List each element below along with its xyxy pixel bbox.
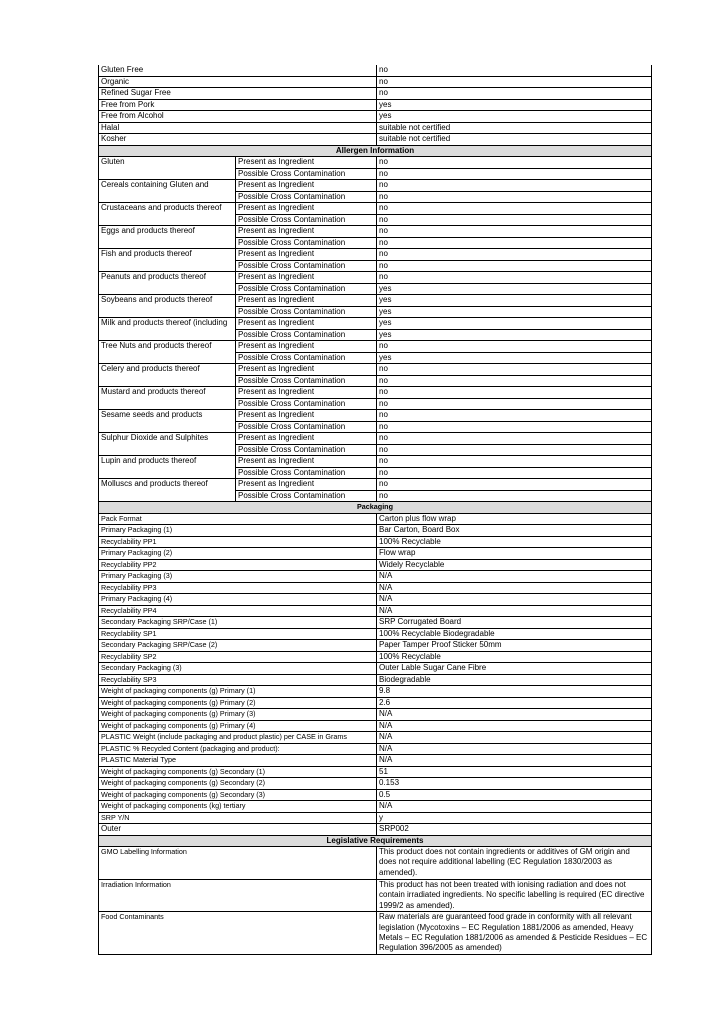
packaging-row bbox=[99, 548, 652, 560]
allergen-row bbox=[99, 226, 652, 238]
packaging-label: Weight of packaging components (g) Secondary (1) bbox=[99, 766, 377, 778]
allergen-name: Gluten bbox=[99, 157, 236, 180]
dietary-label: Free from Alcohol bbox=[99, 111, 377, 123]
legislative-label: GMO Labelling Information bbox=[99, 847, 377, 880]
packaging-row bbox=[99, 525, 652, 537]
present-as-ingredient-label: Present as Ingredient bbox=[236, 157, 377, 169]
packaging-value: 2.6 bbox=[377, 697, 652, 709]
allergen-name: Eggs and products thereof bbox=[99, 226, 236, 249]
allergen-present-value: no bbox=[377, 456, 652, 468]
present-as-ingredient-label: Present as Ingredient bbox=[236, 387, 377, 399]
dietary-row bbox=[99, 76, 652, 88]
cross-contamination-label: Possible Cross Contamination bbox=[236, 191, 377, 203]
allergen-cross-value: yes bbox=[377, 352, 652, 364]
packaging-label: PLASTIC % Recycled Content (packaging and product): bbox=[99, 743, 377, 755]
packaging-value: N/A bbox=[377, 709, 652, 721]
packaging-value: N/A bbox=[377, 594, 652, 606]
legislative-section-header bbox=[99, 835, 652, 847]
allergen-cross-value: no bbox=[377, 168, 652, 180]
packaging-row bbox=[99, 617, 652, 629]
packaging-row bbox=[99, 686, 652, 698]
legislative-value: Raw materials are guaranteed food grade in conformity with all relevant legislation (Mycotoxins – EC Regulation 1881/2006 as amended, Heavy Metals – EC Regulation 1881/2006 as amended & Pesticide Residues – EC Regulation 396/2005 as amended) bbox=[377, 912, 652, 955]
allergen-name: Celery and products thereof bbox=[99, 364, 236, 387]
allergen-cross-value: no bbox=[377, 490, 652, 502]
present-as-ingredient-label: Present as Ingredient bbox=[236, 318, 377, 330]
allergen-row bbox=[99, 341, 652, 353]
allergen-row bbox=[99, 410, 652, 422]
packaging-label: Recyclability PP2 bbox=[99, 559, 377, 571]
dietary-value: no bbox=[377, 65, 652, 76]
allergen-name: Lupin and products thereof bbox=[99, 456, 236, 479]
allergen-title: Allergen Information bbox=[99, 145, 652, 157]
dietary-row bbox=[99, 111, 652, 123]
allergen-row bbox=[99, 364, 652, 376]
cross-contamination-label: Possible Cross Contamination bbox=[236, 260, 377, 272]
allergen-name: Soybeans and products thereof bbox=[99, 295, 236, 318]
packaging-label: Primary Packaging (4) bbox=[99, 594, 377, 606]
allergen-present-value: no bbox=[377, 387, 652, 399]
packaging-row bbox=[99, 732, 652, 744]
allergen-name: Cereals containing Gluten and bbox=[99, 180, 236, 203]
packaging-row bbox=[99, 605, 652, 617]
packaging-row bbox=[99, 536, 652, 548]
dietary-row bbox=[99, 99, 652, 111]
allergen-cross-value: yes bbox=[377, 283, 652, 295]
packaging-label: Weight of packaging components (g) Primary (1) bbox=[99, 686, 377, 698]
dietary-row bbox=[99, 88, 652, 100]
allergen-cross-value: no bbox=[377, 467, 652, 479]
present-as-ingredient-label: Present as Ingredient bbox=[236, 364, 377, 376]
allergen-name: Mustard and products thereof bbox=[99, 387, 236, 410]
allergen-name: Peanuts and products thereof bbox=[99, 272, 236, 295]
packaging-value: Outer Lable Sugar Cane Fibre bbox=[377, 663, 652, 675]
packaging-label: Weight of packaging components (g) Primary (3) bbox=[99, 709, 377, 721]
packaging-label: Pack Format bbox=[99, 513, 377, 525]
cross-contamination-label: Possible Cross Contamination bbox=[236, 329, 377, 341]
allergen-cross-value: no bbox=[377, 214, 652, 226]
dietary-label: Organic bbox=[99, 76, 377, 88]
packaging-row bbox=[99, 766, 652, 778]
packaging-value: 9.8 bbox=[377, 686, 652, 698]
legislative-title: Legislative Requirements bbox=[99, 835, 652, 847]
allergen-present-value: no bbox=[377, 479, 652, 491]
cross-contamination-label: Possible Cross Contamination bbox=[236, 168, 377, 180]
dietary-label: Halal bbox=[99, 122, 377, 134]
packaging-label: Recyclability SP3 bbox=[99, 674, 377, 686]
packaging-value: Biodegradable bbox=[377, 674, 652, 686]
packaging-row bbox=[99, 801, 652, 813]
present-as-ingredient-label: Present as Ingredient bbox=[236, 295, 377, 307]
packaging-label: Weight of packaging components (g) Primary (2) bbox=[99, 697, 377, 709]
packaging-row bbox=[99, 651, 652, 663]
packaging-value: N/A bbox=[377, 755, 652, 767]
packaging-value: N/A bbox=[377, 743, 652, 755]
cross-contamination-label: Possible Cross Contamination bbox=[236, 467, 377, 479]
dietary-row bbox=[99, 134, 652, 146]
cross-contamination-label: Possible Cross Contamination bbox=[236, 421, 377, 433]
packaging-value: N/A bbox=[377, 605, 652, 617]
allergen-present-value: no bbox=[377, 157, 652, 169]
dietary-value: no bbox=[377, 88, 652, 100]
dietary-value: yes bbox=[377, 99, 652, 111]
dietary-label: Kosher bbox=[99, 134, 377, 146]
packaging-label: Weight of packaging components (kg) tertiary bbox=[99, 801, 377, 813]
allergen-row bbox=[99, 249, 652, 261]
allergen-present-value: no bbox=[377, 180, 652, 192]
dietary-value: suitable not certified bbox=[377, 134, 652, 146]
packaging-label: Secondary Packaging (3) bbox=[99, 663, 377, 675]
allergen-present-value: yes bbox=[377, 295, 652, 307]
packaging-row bbox=[99, 697, 652, 709]
allergen-row bbox=[99, 433, 652, 445]
allergen-present-value: no bbox=[377, 272, 652, 284]
packaging-row bbox=[99, 709, 652, 721]
packaging-value: N/A bbox=[377, 582, 652, 594]
product-spec-table bbox=[98, 65, 652, 955]
packaging-row bbox=[99, 720, 652, 732]
allergen-cross-value: no bbox=[377, 444, 652, 456]
dietary-row bbox=[99, 65, 652, 76]
allergen-name: Sesame seeds and products bbox=[99, 410, 236, 433]
packaging-label: Weight of packaging components (g) Secondary (3) bbox=[99, 789, 377, 801]
packaging-value: 100% Recyclable bbox=[377, 651, 652, 663]
cross-contamination-label: Possible Cross Contamination bbox=[236, 375, 377, 387]
present-as-ingredient-label: Present as Ingredient bbox=[236, 272, 377, 284]
packaging-row bbox=[99, 778, 652, 790]
packaging-label: Recyclability PP1 bbox=[99, 536, 377, 548]
allergen-cross-value: no bbox=[377, 191, 652, 203]
packaging-value: Paper Tamper Proof Sticker 50mm bbox=[377, 640, 652, 652]
dietary-label: Free from Pork bbox=[99, 99, 377, 111]
packaging-label: Recyclability PP3 bbox=[99, 582, 377, 594]
packaging-row bbox=[99, 789, 652, 801]
packaging-value: Bar Carton, Board Box bbox=[377, 525, 652, 537]
cross-contamination-label: Possible Cross Contamination bbox=[236, 237, 377, 249]
outer-label: Outer bbox=[99, 824, 377, 836]
cross-contamination-label: Possible Cross Contamination bbox=[236, 398, 377, 410]
allergen-cross-value: no bbox=[377, 398, 652, 410]
allergen-row bbox=[99, 180, 652, 192]
packaging-row bbox=[99, 640, 652, 652]
packaging-label: Secondary Packaging SRP/Case (2) bbox=[99, 640, 377, 652]
packaging-row bbox=[99, 628, 652, 640]
allergen-row bbox=[99, 387, 652, 399]
packaging-value: 51 bbox=[377, 766, 652, 778]
allergen-present-value: no bbox=[377, 364, 652, 376]
packaging-label: Primary Packaging (2) bbox=[99, 548, 377, 560]
allergen-row bbox=[99, 272, 652, 284]
cross-contamination-label: Possible Cross Contamination bbox=[236, 352, 377, 364]
allergen-present-value: no bbox=[377, 433, 652, 445]
packaging-label: Primary Packaging (3) bbox=[99, 571, 377, 583]
packaging-value: 100% Recyclable Biodegradable bbox=[377, 628, 652, 640]
present-as-ingredient-label: Present as Ingredient bbox=[236, 203, 377, 215]
legislative-row bbox=[99, 880, 652, 912]
dietary-value: no bbox=[377, 76, 652, 88]
packaging-row bbox=[99, 743, 652, 755]
packaging-value: SRP Corrugated Board bbox=[377, 617, 652, 629]
packaging-label: Weight of packaging components (g) Secondary (2) bbox=[99, 778, 377, 790]
packaging-label: Weight of packaging components (g) Primary (4) bbox=[99, 720, 377, 732]
packaging-value: 0.153 bbox=[377, 778, 652, 790]
packaging-label: PLASTIC Material Type bbox=[99, 755, 377, 767]
allergen-cross-value: no bbox=[377, 421, 652, 433]
cross-contamination-label: Possible Cross Contamination bbox=[236, 214, 377, 226]
allergen-name: Fish and products thereof bbox=[99, 249, 236, 272]
present-as-ingredient-label: Present as Ingredient bbox=[236, 226, 377, 238]
packaging-row bbox=[99, 571, 652, 583]
packaging-row bbox=[99, 812, 652, 824]
packaging-value: N/A bbox=[377, 571, 652, 583]
cross-contamination-label: Possible Cross Contamination bbox=[236, 283, 377, 295]
packaging-row bbox=[99, 663, 652, 675]
allergen-name: Crustaceans and products thereof bbox=[99, 203, 236, 226]
allergen-name: Molluscs and products thereof bbox=[99, 479, 236, 502]
dietary-value: suitable not certified bbox=[377, 122, 652, 134]
allergen-present-value: no bbox=[377, 203, 652, 215]
present-as-ingredient-label: Present as Ingredient bbox=[236, 479, 377, 491]
legislative-label: Food Contaminants bbox=[99, 912, 377, 955]
packaging-value: y bbox=[377, 812, 652, 824]
allergen-row bbox=[99, 157, 652, 169]
allergen-name: Milk and products thereof (including bbox=[99, 318, 236, 341]
allergen-row bbox=[99, 456, 652, 468]
packaging-row bbox=[99, 559, 652, 571]
allergen-cross-value: yes bbox=[377, 306, 652, 318]
present-as-ingredient-label: Present as Ingredient bbox=[236, 249, 377, 261]
packaging-title: Packaging bbox=[99, 502, 652, 514]
packaging-value: Carton plus flow wrap bbox=[377, 513, 652, 525]
allergen-cross-value: no bbox=[377, 375, 652, 387]
packaging-label: Recyclability PP4 bbox=[99, 605, 377, 617]
packaging-label: Recyclability SP1 bbox=[99, 628, 377, 640]
packaging-row bbox=[99, 582, 652, 594]
packaging-value: 100% Recyclable bbox=[377, 536, 652, 548]
allergen-row bbox=[99, 479, 652, 491]
packaging-row bbox=[99, 674, 652, 686]
packaging-value: Widely Recyclable bbox=[377, 559, 652, 571]
present-as-ingredient-label: Present as Ingredient bbox=[236, 410, 377, 422]
allergen-cross-value: yes bbox=[377, 329, 652, 341]
allergen-name: Sulphur Dioxide and Sulphites bbox=[99, 433, 236, 456]
spec-table-body bbox=[99, 65, 652, 954]
allergen-present-value: no bbox=[377, 226, 652, 238]
allergen-row bbox=[99, 318, 652, 330]
packaging-row bbox=[99, 513, 652, 525]
allergen-row bbox=[99, 295, 652, 307]
allergen-present-value: no bbox=[377, 410, 652, 422]
allergen-cross-value: no bbox=[377, 260, 652, 272]
present-as-ingredient-label: Present as Ingredient bbox=[236, 433, 377, 445]
legislative-row bbox=[99, 847, 652, 880]
allergen-name: Tree Nuts and products thereof bbox=[99, 341, 236, 364]
allergen-present-value: yes bbox=[377, 318, 652, 330]
legislative-value: This product has not been treated with ionising radiation and does not contain irradiated ingredients. No specific labelling is required (EC directive 1999/2 as amended). bbox=[377, 880, 652, 912]
present-as-ingredient-label: Present as Ingredient bbox=[236, 341, 377, 353]
packaging-row bbox=[99, 755, 652, 767]
dietary-label: Gluten Free bbox=[99, 65, 377, 76]
packaging-value: N/A bbox=[377, 801, 652, 813]
packaging-label: SRP Y/N bbox=[99, 812, 377, 824]
packaging-label: Secondary Packaging SRP/Case (1) bbox=[99, 617, 377, 629]
allergen-cross-value: no bbox=[377, 237, 652, 249]
present-as-ingredient-label: Present as Ingredient bbox=[236, 180, 377, 192]
packaging-label: Primary Packaging (1) bbox=[99, 525, 377, 537]
dietary-value: yes bbox=[377, 111, 652, 123]
legislative-row bbox=[99, 912, 652, 955]
packaging-value: 0.5 bbox=[377, 789, 652, 801]
packaging-label: Recyclability SP2 bbox=[99, 651, 377, 663]
dietary-row bbox=[99, 122, 652, 134]
allergen-present-value: no bbox=[377, 249, 652, 261]
packaging-value: Flow wrap bbox=[377, 548, 652, 560]
dietary-label: Refined Sugar Free bbox=[99, 88, 377, 100]
allergen-section-header bbox=[99, 145, 652, 157]
outer-row bbox=[99, 824, 652, 836]
legislative-label: Irradiation Information bbox=[99, 880, 377, 912]
packaging-value: N/A bbox=[377, 732, 652, 744]
packaging-row bbox=[99, 594, 652, 606]
allergen-row bbox=[99, 203, 652, 215]
allergen-present-value: no bbox=[377, 341, 652, 353]
packaging-value: N/A bbox=[377, 720, 652, 732]
packaging-label: PLASTIC Weight (include packaging and product plastic) per CASE in Grams bbox=[99, 732, 377, 744]
present-as-ingredient-label: Present as Ingredient bbox=[236, 456, 377, 468]
cross-contamination-label: Possible Cross Contamination bbox=[236, 490, 377, 502]
cross-contamination-label: Possible Cross Contamination bbox=[236, 306, 377, 318]
packaging-section-header bbox=[99, 502, 652, 514]
legislative-value: This product does not contain ingredients or additives of GM origin and does not require additional labelling (EC Regulation 1830/2003 as amended). bbox=[377, 847, 652, 880]
outer-value: SRP002 bbox=[377, 824, 652, 836]
cross-contamination-label: Possible Cross Contamination bbox=[236, 444, 377, 456]
